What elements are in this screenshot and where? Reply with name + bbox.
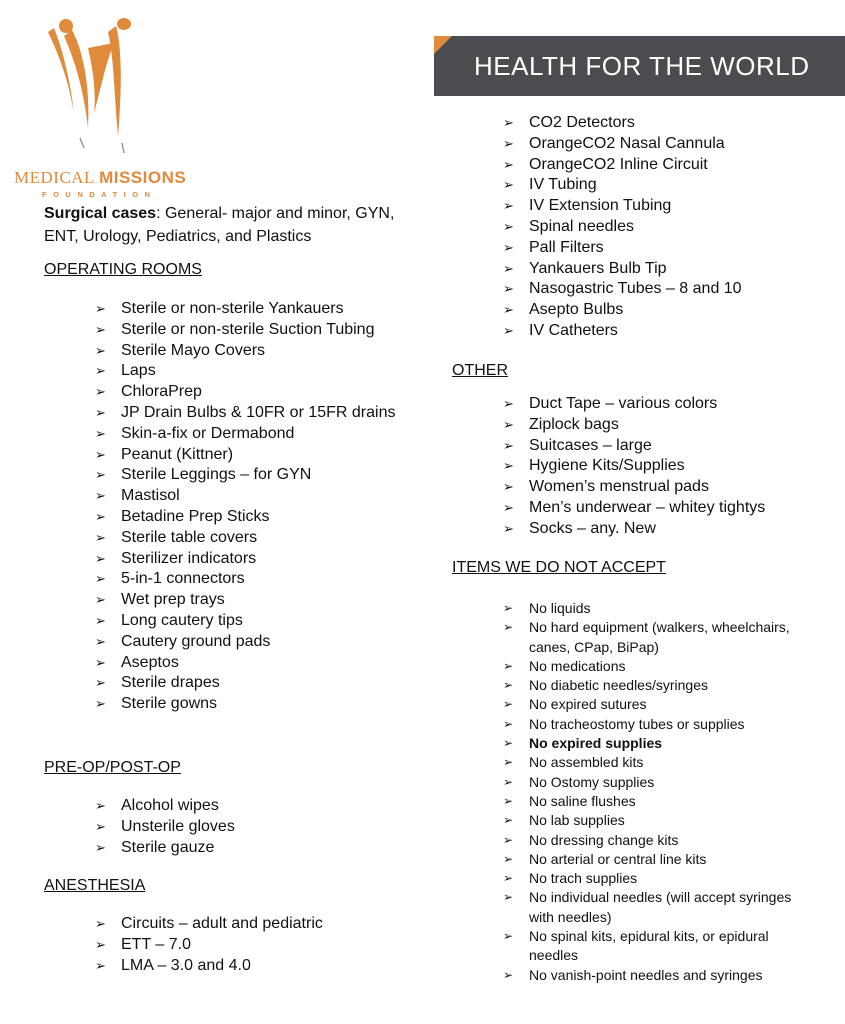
- list-item-text: No hard equipment (walkers, wheelchairs, canes, CPap, BiPap): [529, 619, 790, 655]
- list-item: [95, 382, 415, 403]
- list-item-text: ChloraPrep: [121, 383, 202, 401]
- list-item-text: No spinal kits, epidural kits, or epidural needles: [529, 928, 769, 964]
- list-item-text: Sterilizer indicators: [121, 549, 257, 567]
- operating-rooms-list: [95, 299, 415, 715]
- arrow-bullet-icon: ➢: [95, 818, 106, 834]
- arrow-bullet-icon: ➢: [95, 301, 106, 316]
- list-item-text: Yankauers Bulb Tip: [529, 259, 667, 277]
- arrow-bullet-icon: ➢: [95, 936, 106, 952]
- list-item-text: IV Extension Tubing: [529, 197, 672, 215]
- arrow-bullet-icon: ➢: [95, 363, 106, 379]
- list-item-text: No diabetic needles/syringes: [529, 677, 708, 694]
- arrow-bullet-icon: ➢: [503, 871, 514, 886]
- list-item-text: Mastisol: [121, 487, 180, 505]
- arrow-bullet-icon: ➢: [95, 342, 106, 358]
- list-item: [503, 888, 803, 927]
- list-item: [95, 838, 415, 859]
- list-item-text: Pall Filters: [529, 238, 604, 256]
- arrow-bullet-icon: ➢: [503, 520, 514, 536]
- list-item-text: Men’s underwear – whitey tightys: [529, 498, 766, 516]
- list-item-text: Betadine Prep Sticks: [121, 507, 270, 525]
- list-item: [95, 320, 415, 341]
- list-item: [95, 569, 415, 590]
- list-item: [95, 611, 415, 632]
- heading-pre-post-op: PRE-OP/POST-OP: [44, 759, 181, 776]
- list-item: [95, 590, 415, 611]
- arrow-bullet-icon: ➢: [503, 832, 514, 847]
- list-item-text: No trach supplies: [529, 870, 638, 887]
- list-item: [95, 361, 415, 382]
- list-item: [503, 695, 803, 714]
- list-item: [95, 935, 415, 956]
- list-item: [503, 676, 803, 695]
- arrow-bullet-icon: ➢: [503, 774, 514, 789]
- list-item: [503, 811, 803, 830]
- arrow-bullet-icon: ➢: [503, 115, 514, 130]
- list-item: [95, 817, 415, 838]
- list-item-text: Ziplock bags: [529, 415, 619, 433]
- list-item-text: Unsterile gloves: [121, 817, 235, 835]
- pre-post-op-list: [95, 796, 415, 858]
- list-item: [95, 507, 415, 528]
- list-item-text: Women’s menstrual pads: [529, 478, 709, 496]
- arrow-bullet-icon: ➢: [503, 736, 514, 751]
- medical-missions-logo: [14, 18, 187, 199]
- heading-items-not-accepted: ITEMS WE DO NOT ACCEPT: [452, 559, 666, 576]
- arrow-bullet-icon: ➢: [503, 678, 514, 693]
- arrow-bullet-icon: ➢: [95, 916, 106, 931]
- list-item: [503, 831, 803, 850]
- not-accepted-list: [503, 599, 803, 985]
- arrow-bullet-icon: ➢: [503, 755, 514, 770]
- list-item-text: Aseptos: [121, 653, 179, 671]
- list-item: [95, 632, 415, 653]
- list-item-text: ETT – 7.0: [121, 935, 191, 953]
- arrow-bullet-icon: ➢: [95, 571, 106, 587]
- list-item-text: No dressing change kits: [529, 831, 679, 848]
- arrow-bullet-icon: ➢: [95, 384, 106, 400]
- list-item-text: IV Tubing: [529, 176, 597, 194]
- list-item: [503, 477, 823, 498]
- list-item-text: Sterile table covers: [121, 528, 258, 546]
- arrow-bullet-icon: ➢: [503, 793, 514, 808]
- list-item-text: No vanish-point needles and syringes: [529, 966, 763, 983]
- list-item: [503, 927, 803, 966]
- arrow-bullet-icon: ➢: [95, 839, 106, 855]
- list-item: [503, 456, 823, 477]
- arrow-bullet-icon: ➢: [503, 458, 514, 474]
- list-item: [503, 498, 823, 519]
- list-item-text: Socks – any. New: [529, 519, 656, 537]
- list-item-text: No expired supplies: [529, 735, 663, 752]
- arrow-bullet-icon: ➢: [95, 612, 106, 628]
- list-item: [503, 657, 803, 676]
- list-item: [503, 415, 823, 436]
- heading-anesthesia: ANESTHESIA: [44, 877, 146, 894]
- list-item: [95, 528, 415, 549]
- heading-operating-rooms: OPERATING ROOMS: [44, 261, 202, 278]
- arrow-bullet-icon: ➢: [503, 135, 514, 151]
- banner-title: HEALTH FOR THE WORLD: [474, 50, 810, 81]
- list-item: [503, 869, 803, 888]
- list-item-text: No saline flushes: [529, 792, 636, 809]
- list-item-text: No expired sutures: [529, 696, 647, 713]
- arrow-bullet-icon: ➢: [503, 499, 514, 515]
- list-item-text: Sterile or non-sterile Suction Tubing: [121, 320, 375, 338]
- list-item-text: No Ostomy supplies: [529, 773, 655, 790]
- list-item: [503, 618, 803, 657]
- list-item-text: Asepto Bulbs: [529, 301, 624, 319]
- list-item: [95, 341, 415, 362]
- surgical-cases-intro: [44, 202, 404, 248]
- list-item: [503, 155, 823, 176]
- arrow-bullet-icon: ➢: [95, 529, 106, 545]
- arrow-bullet-icon: ➢: [95, 425, 106, 441]
- arrow-bullet-icon: ➢: [95, 508, 106, 524]
- arrow-bullet-icon: ➢: [95, 633, 106, 649]
- list-item-text: Wet prep trays: [121, 591, 225, 609]
- banner-corner-accent: [434, 36, 452, 54]
- list-item-text: No lab supplies: [529, 812, 625, 829]
- list-item-text: Hygiene Kits/Supplies: [529, 457, 685, 475]
- intro-label: Surgical cases: [44, 205, 157, 222]
- arrow-bullet-icon: ➢: [503, 302, 514, 318]
- list-item-text: IV Catheters: [529, 321, 618, 339]
- list-item: [95, 673, 415, 694]
- arrow-bullet-icon: ➢: [503, 239, 514, 255]
- list-item: [503, 792, 803, 811]
- anesthesia-list: [95, 914, 415, 976]
- list-item-text: Nasogastric Tubes – 8 and 10: [529, 280, 742, 298]
- arrow-bullet-icon: ➢: [95, 798, 106, 813]
- list-item-text: Laps: [121, 362, 156, 380]
- arrow-bullet-icon: ➢: [503, 416, 514, 432]
- arrow-bullet-icon: ➢: [503, 479, 514, 495]
- logo-wordmark: MEDICAL MISSIONS: [14, 168, 187, 187]
- arrow-bullet-icon: ➢: [503, 281, 514, 297]
- arrow-bullet-icon: ➢: [95, 467, 106, 483]
- list-item: [503, 134, 823, 155]
- list-item-text: JP Drain Bulbs & 10FR or 15FR drains: [121, 403, 396, 421]
- arrow-bullet-icon: ➢: [503, 260, 514, 276]
- list-item: [503, 436, 823, 457]
- list-item: [503, 773, 803, 792]
- list-item: [95, 445, 415, 466]
- arrow-bullet-icon: ➢: [503, 813, 514, 828]
- list-item: [503, 238, 823, 259]
- arrow-bullet-icon: ➢: [503, 658, 514, 673]
- arrow-bullet-icon: ➢: [503, 601, 514, 615]
- arrow-bullet-icon: ➢: [503, 890, 514, 905]
- list-item: [95, 486, 415, 507]
- arrow-bullet-icon: ➢: [503, 437, 514, 453]
- list-item-text: CO2 Detectors: [529, 114, 635, 131]
- list-item: [503, 519, 823, 540]
- list-item-text: LMA – 3.0 and 4.0: [121, 956, 251, 974]
- list-item: [95, 424, 415, 445]
- list-item-text: OrangeCO2 Nasal Cannula: [529, 134, 725, 152]
- list-item-text: No arterial or central line kits: [529, 850, 707, 867]
- list-item-text: Sterile or non-sterile Yankauers: [121, 300, 344, 317]
- list-item: [95, 653, 415, 674]
- list-item-text: Spinal needles: [529, 217, 634, 235]
- list-item: [503, 394, 823, 415]
- list-item-text: Long cautery tips: [121, 611, 243, 629]
- list-item: [95, 403, 415, 424]
- list-item-text: Sterile drapes: [121, 674, 220, 692]
- list-item-text: Circuits – adult and pediatric: [121, 915, 323, 932]
- logo-subtitle: FOUNDATION: [42, 190, 157, 199]
- list-item-text: 5-in-1 connectors: [121, 570, 245, 588]
- arrow-bullet-icon: ➢: [503, 396, 514, 411]
- list-item: [503, 599, 803, 618]
- list-item-text: OrangeCO2 Inline Circuit: [529, 155, 708, 173]
- arrow-bullet-icon: ➢: [503, 620, 514, 635]
- list-item: [503, 259, 823, 280]
- list-item: [95, 549, 415, 570]
- arrow-bullet-icon: ➢: [95, 446, 106, 462]
- list-item-text: Skin-a-fix or Dermabond: [121, 424, 295, 442]
- arrow-bullet-icon: ➢: [503, 322, 514, 338]
- list-item: [95, 694, 415, 715]
- arrow-bullet-icon: ➢: [503, 929, 514, 944]
- arrow-bullet-icon: ➢: [95, 654, 106, 670]
- list-item-text: No individual needles (will accept syringes with needles): [529, 889, 792, 925]
- list-item: [95, 956, 415, 977]
- list-item-text: Alcohol wipes: [121, 797, 219, 814]
- arrow-bullet-icon: ➢: [95, 696, 106, 712]
- figure-mark-icon: [44, 18, 144, 163]
- list-item-text: No tracheostomy tubes or supplies: [529, 715, 745, 732]
- arrow-bullet-icon: ➢: [95, 488, 106, 504]
- list-item: [503, 217, 823, 238]
- list-item: [503, 113, 823, 134]
- arrow-bullet-icon: ➢: [503, 198, 514, 214]
- list-item-text: Peanut (Kittner): [121, 445, 234, 463]
- arrow-bullet-icon: ➢: [503, 218, 514, 234]
- list-item: [95, 914, 415, 935]
- list-item-text: No medications: [529, 657, 626, 674]
- list-item: [503, 715, 803, 734]
- list-item-text: No liquids: [529, 600, 591, 616]
- arrow-bullet-icon: ➢: [503, 851, 514, 866]
- heading-other: OTHER: [452, 362, 508, 379]
- list-item-text: No assembled kits: [529, 754, 644, 771]
- arrow-bullet-icon: ➢: [95, 957, 106, 973]
- list-item: [503, 734, 803, 753]
- list-item-text: Duct Tape – various colors: [529, 395, 718, 412]
- list-item: [503, 175, 823, 196]
- list-item-text: Sterile Mayo Covers: [121, 341, 266, 359]
- arrow-bullet-icon: ➢: [503, 967, 514, 982]
- list-item-text: Suitcases – large: [529, 436, 652, 454]
- list-item: [503, 753, 803, 772]
- list-item: [503, 850, 803, 869]
- list-item: [95, 465, 415, 486]
- anesthesia-continued-list: [503, 113, 823, 342]
- arrow-bullet-icon: ➢: [503, 156, 514, 172]
- arrow-bullet-icon: ➢: [503, 697, 514, 712]
- list-item: [95, 796, 415, 817]
- arrow-bullet-icon: ➢: [95, 404, 106, 420]
- intro-text: : General- major and minor, GYN, ENT, Urology, Pediatrics, and Plastics: [44, 205, 395, 245]
- list-item-text: Cautery ground pads: [121, 632, 271, 650]
- arrow-bullet-icon: ➢: [95, 675, 106, 691]
- list-item: [503, 966, 803, 985]
- arrow-bullet-icon: ➢: [95, 592, 106, 608]
- list-item-text: Sterile gowns: [121, 695, 218, 713]
- other-list: [503, 394, 823, 540]
- list-item: [503, 321, 823, 342]
- arrow-bullet-icon: ➢: [503, 716, 514, 731]
- arrow-bullet-icon: ➢: [95, 321, 106, 337]
- arrow-bullet-icon: ➢: [95, 550, 106, 566]
- list-item: [503, 196, 823, 217]
- arrow-bullet-icon: ➢: [503, 177, 514, 193]
- list-item: [503, 300, 823, 321]
- list-item-text: Sterile gauze: [121, 838, 215, 856]
- list-item: [503, 279, 823, 300]
- header-banner: [434, 36, 845, 96]
- list-item: [95, 299, 415, 320]
- list-item-text: Sterile Leggings – for GYN: [121, 466, 312, 484]
